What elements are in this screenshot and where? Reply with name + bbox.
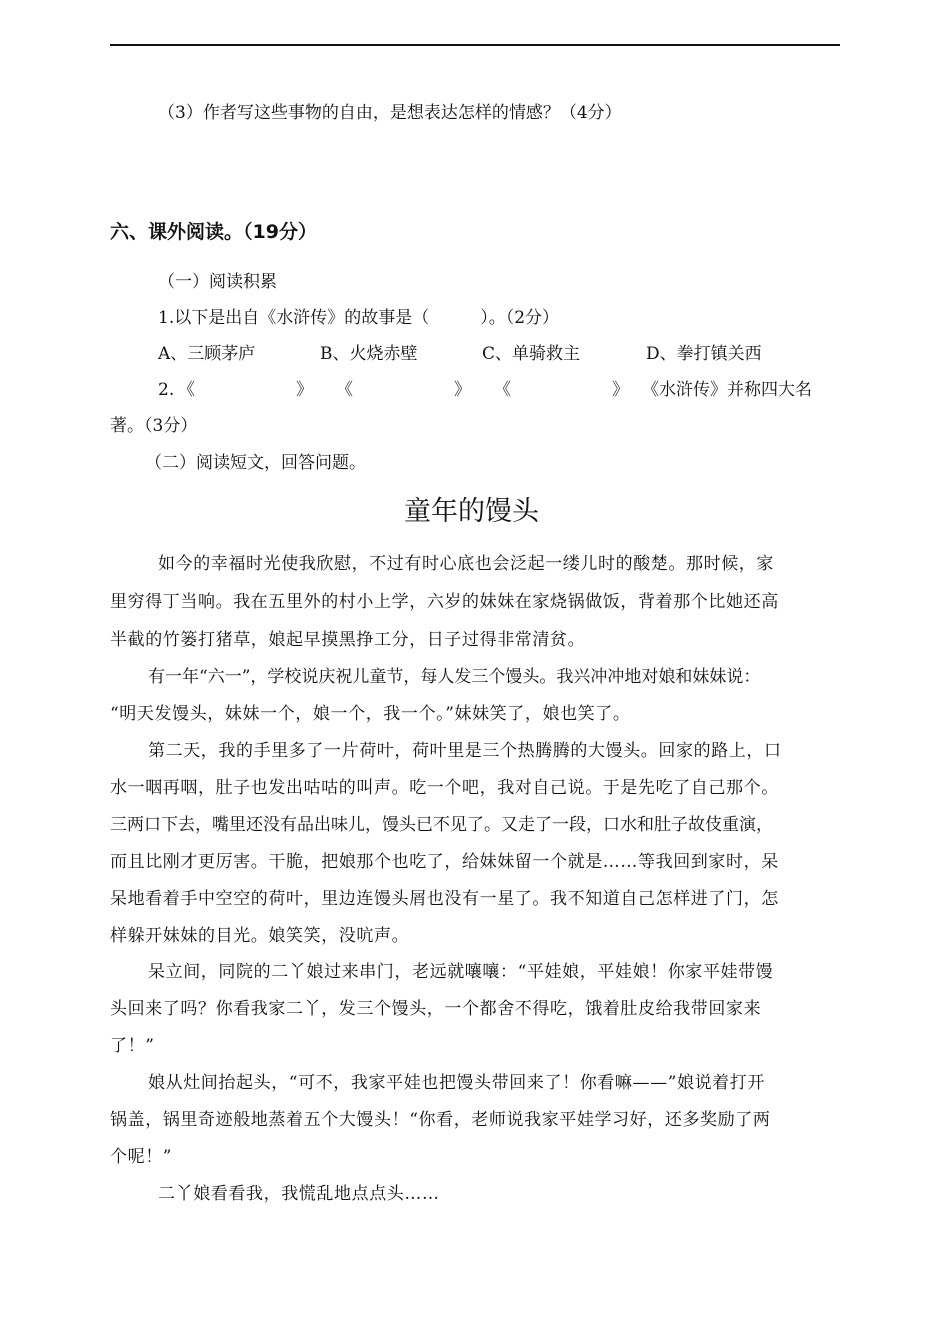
- q2-blank3-open: 《: [494, 380, 511, 400]
- part1-heading: （一）阅读积累: [158, 272, 277, 292]
- q2-blank3-close: 》: [612, 380, 629, 400]
- question-1-options: [158, 342, 858, 366]
- q2-blank2-open: 《: [336, 380, 353, 400]
- story-line: 个呢！”: [110, 1147, 173, 1167]
- option-c: C、单骑救主: [482, 344, 581, 364]
- story-line: 水一咽再咽，肚子也发出咕咕的叫声。吃一个吧，我对自己说。于是先吃了自己那个。: [110, 778, 779, 798]
- story-line: 半截的竹篓打猪草，娘起早摸黑挣工分，日子过得非常清贫。: [110, 630, 586, 650]
- question-3: （3）作者写这些事物的自由，是想表达怎样的情感？（4分）: [158, 103, 622, 123]
- story-line: 第二天，我的手里多了一片荷叶，荷叶里是三个热腾腾的大馒头。回家的路上，口: [148, 741, 782, 761]
- story-line: 呆地看着手中空空的荷叶，里边连馒头屑也没有一星了。我不知道自己怎样进了门，怎: [110, 889, 779, 909]
- top-rule: [110, 44, 840, 46]
- story-line: 呆立间，同院的二丫娘过来串门，老远就嚷嚷：“平娃娘，平娃娘！你家平娃带馒: [148, 962, 774, 982]
- part2-heading: （二）阅读短文，回答问题。: [145, 453, 366, 473]
- option-d: D、拳打镇关西: [646, 344, 762, 364]
- story-line: 了！”: [110, 1036, 155, 1056]
- question-1: 1.以下是出自《水浒传》的故事是（ ）。（2分）: [158, 308, 560, 328]
- story-line: 三两口下去，嘴里还没有品出味儿，馒头已不见了。又走了一段，口水和肚子故伎重演，: [110, 815, 773, 835]
- story-line: 而且比刚才更厉害。干脆，把娘那个也吃了，给妹妹留一个就是……等我回到家时，呆: [110, 852, 779, 872]
- q2-blank1-open: 《: [178, 380, 195, 400]
- story-line: 里穷得丁当响。我在五里外的村小上学，六岁的妹妹在家烧锅做饭，背着那个比她还高: [110, 592, 779, 612]
- story-line: 头回来了吗？你看我家二丫，发三个馒头，一个都舍不得吃，饿着肚皮给我带回家来: [110, 999, 762, 1019]
- story-line: 二丫娘看看我，我慌乱地点点头……: [158, 1184, 440, 1204]
- question-2: [158, 378, 858, 402]
- q2-rest: 《水浒传》并称四大名: [642, 380, 812, 400]
- story-line: 样躲开妹妹的目光。娘笑笑，没吭声。: [110, 926, 410, 946]
- story-line: “明天发馒头，妹妹一个，娘一个，我一个。”妹妹笑了，娘也笑了。: [110, 704, 631, 724]
- q2-prefix: 2.: [158, 380, 175, 400]
- story-line: 锅盖，锅里奇迹般地蒸着五个大馒头！“你看，老师说我家平娃学习好，还多奖励了两: [110, 1110, 771, 1130]
- option-b: B、火烧赤壁: [320, 344, 418, 364]
- q2-blank1-close: 》: [296, 380, 313, 400]
- story-line: 娘从灶间抬起头，“可不，我家平娃也把馒头带回来了！你看嘛——”娘说着打开: [148, 1073, 765, 1093]
- story-line: 如今的幸福时光使我欣慰，不过有时心底也会泛起一缕儿时的酸楚。那时候，家: [158, 554, 774, 574]
- story-title: 童年的馒头: [404, 496, 539, 527]
- story-line: 有一年“六一”，学校说庆祝儿童节，每人发三个馒头。我兴冲冲地对娘和妹妹说：: [148, 667, 761, 687]
- question-2-continued: 著。（3分）: [110, 416, 198, 436]
- option-a: A、三顾茅庐: [158, 344, 256, 364]
- section-heading: 六、课外阅读。（19分）: [110, 221, 317, 243]
- q2-blank2-close: 》: [454, 380, 471, 400]
